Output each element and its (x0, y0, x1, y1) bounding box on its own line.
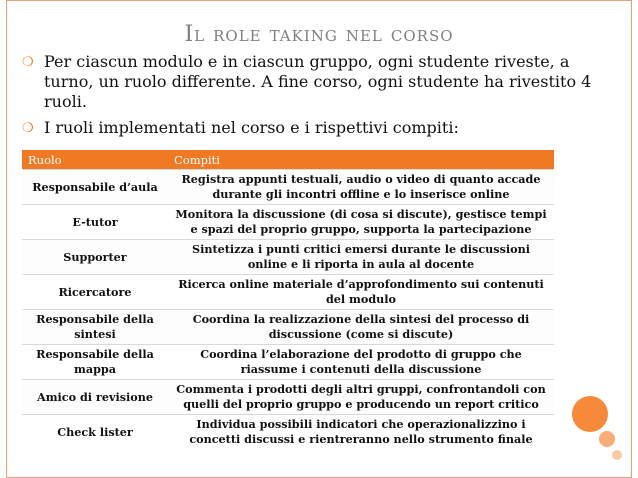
circle-bullet-icon: ❍ (22, 55, 34, 70)
roles-table (22, 150, 554, 449)
decorative-circle-small (612, 450, 622, 460)
task-cell: Registra appunti testuali, audio o video di quanto accade durante gli incontri offline e lo inserisce online (168, 170, 554, 205)
role-cell: Ricercatore (22, 275, 168, 310)
circle-bullet-icon: ❍ (22, 121, 34, 136)
table-row (22, 240, 554, 275)
bullet-text: I ruoli implementati nel corso e i rispettivi compiti: (44, 118, 459, 137)
role-cell: Amico di revisione (22, 380, 168, 415)
slide-frame-top (6, 0, 632, 1)
bullet-item (22, 52, 592, 112)
slide-frame-right (631, 0, 632, 478)
task-cell: Coordina la realizzazione della sintesi del processo di discussione (come si discute) (168, 310, 554, 345)
role-cell: Responsabile della sintesi (22, 310, 168, 345)
role-cell: Responsabile d’aula (22, 170, 168, 205)
task-cell: Sintetizza i punti critici emersi durante le discussioni online e li riporta in aula al docente (168, 240, 554, 275)
role-cell: Supporter (22, 240, 168, 275)
slide-frame-left (6, 0, 7, 478)
role-cell: Responsabile della mappa (22, 345, 168, 380)
bullet-text: Per ciascun modulo e in ciascun gruppo, ogni studente riveste, a turno, un ruolo differente. A fine corso, ogni studente ha rivestito 4 ruoli. (44, 52, 592, 111)
table-header-row (22, 150, 554, 170)
decorative-circle-large (572, 396, 608, 432)
table-row (22, 275, 554, 310)
header-compiti: Compiti (168, 150, 554, 170)
table-row (22, 415, 554, 450)
task-cell: Monitora la discussione (di cosa si discute), gestisce tempi e spazi del proprio gruppo, supporta la partecipazione (168, 205, 554, 240)
slide-title: Il role taking nel corso (184, 22, 454, 47)
table-row (22, 170, 554, 205)
bullet-list (22, 52, 592, 144)
bullet-item (22, 118, 592, 138)
task-cell: Individua possibili indicatori che operazionalizzino i concetti discussi e rientreranno nello strumento finale (168, 415, 554, 450)
table-row (22, 205, 554, 240)
header-ruolo: Ruolo (22, 150, 168, 170)
table-row (22, 345, 554, 380)
role-cell: E-tutor (22, 205, 168, 240)
task-cell: Ricerca online materiale d’approfondimento sui contenuti del modulo (168, 275, 554, 310)
task-cell: Coordina l’elaborazione del prodotto di gruppo che riassume i contenuti della discussione (168, 345, 554, 380)
table-row (22, 310, 554, 345)
decorative-circle-medium (599, 431, 615, 447)
role-cell: Check lister (22, 415, 168, 450)
task-cell: Commenta i prodotti degli altri gruppi, confrontandoli con quelli del proprio gruppo e producendo un report critico (168, 380, 554, 415)
table-row (22, 380, 554, 415)
